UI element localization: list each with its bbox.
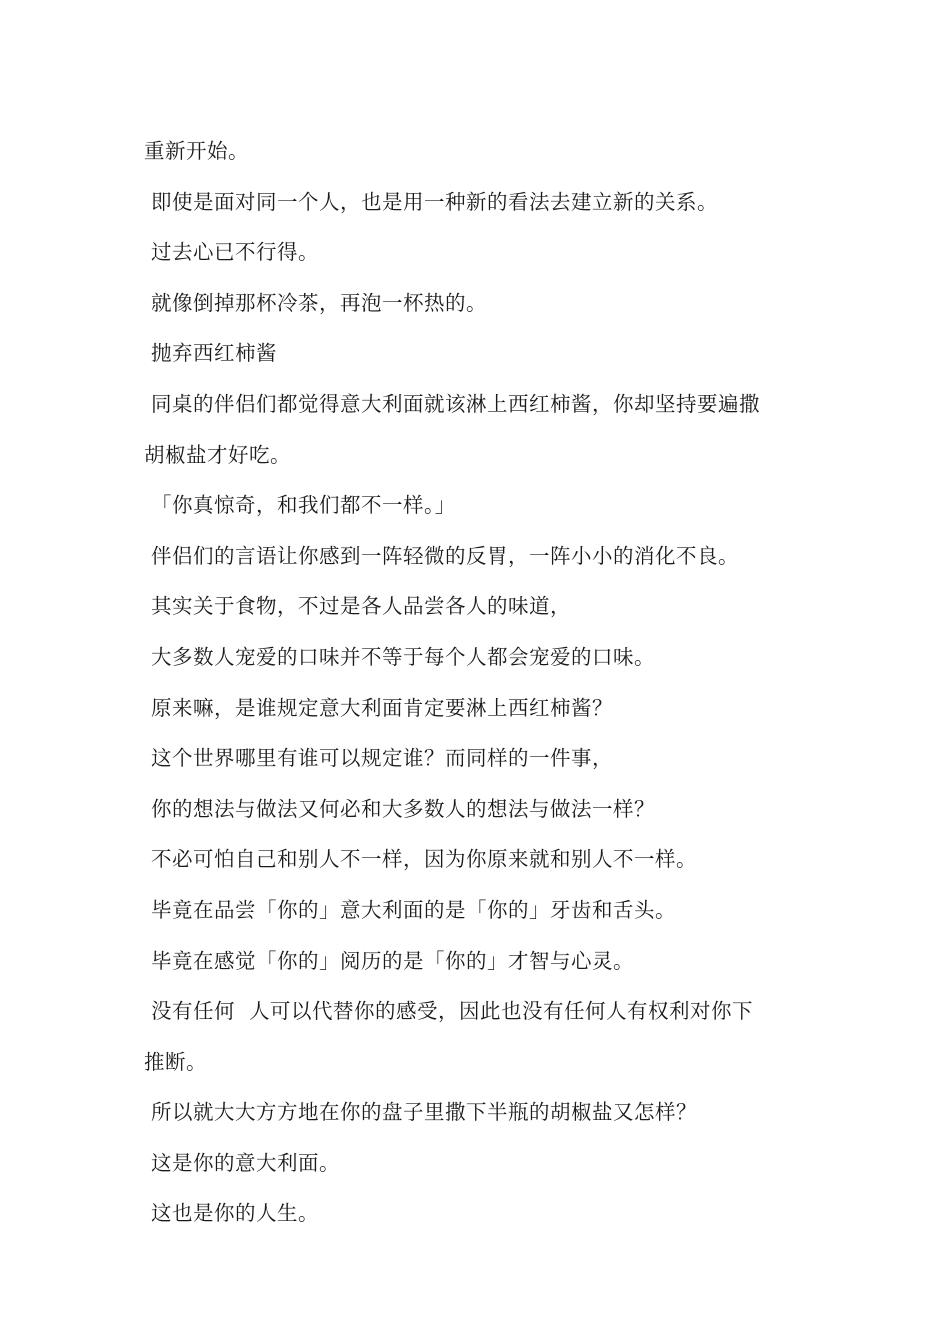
text-line: 即使是面对同一个人，也是用一种新的看法去建立新的关系。 [144, 189, 719, 214]
text-line: 其实关于食物，不过是各人品尝各人的味道， [144, 594, 572, 619]
text-line: 就像倒掉那杯冷茶，再泡一杯热的。 [144, 290, 488, 315]
text-line: 这是你的意大利面。 [144, 1150, 341, 1175]
text-line: 没有任何 人可以代替你的感受，因此也没有任何人有权利对你下 [144, 999, 754, 1024]
text-line: 「你真惊奇，和我们都不一样。」 [144, 493, 456, 518]
text-line: 所以就大大方方地在你的盘子里撒下半瓶的胡椒盐又怎样？ [144, 1100, 698, 1125]
text-line: 原来嘛，是谁规定意大利面肯定要淋上西红柿酱？ [144, 695, 614, 720]
text-line: 大多数人宠爱的口味并不等于每个人都会宠爱的口味。 [144, 644, 656, 669]
text-line: 重新开始。 [144, 139, 249, 163]
text-body [144, 128, 824, 1241]
section-heading: 抛弃西红柿酱 [144, 341, 278, 366]
text-line: 伴侣们的言语让你感到一阵轻微的反胃，一阵小小的消化不良。 [144, 543, 740, 568]
text-line: 这也是你的人生。 [144, 1201, 320, 1226]
text-line: 这个世界哪里有谁可以规定谁？而同样的一件事， [144, 746, 614, 771]
text-line: 过去心已不行得。 [144, 240, 320, 265]
text-line: 毕竟在品尝「你的」意大利面的是「你的」牙齿和舌头。 [144, 897, 677, 922]
text-line: 胡椒盐才好吃。 [144, 442, 291, 467]
text-line: 不必可怕自己和别人不一样，因为你原来就和别人不一样。 [144, 847, 698, 872]
text-line: 同桌的伴侣们都觉得意大利面就该淋上西红柿酱，你却坚持要遍撒 [144, 391, 761, 416]
text-line: 你的想法与做法又何必和大多数人的想法与做法一样？ [144, 796, 656, 821]
text-line: 推断。 [144, 1049, 207, 1074]
text-line: 毕竟在感觉「你的」阅历的是「你的」才智与心灵。 [144, 948, 635, 973]
